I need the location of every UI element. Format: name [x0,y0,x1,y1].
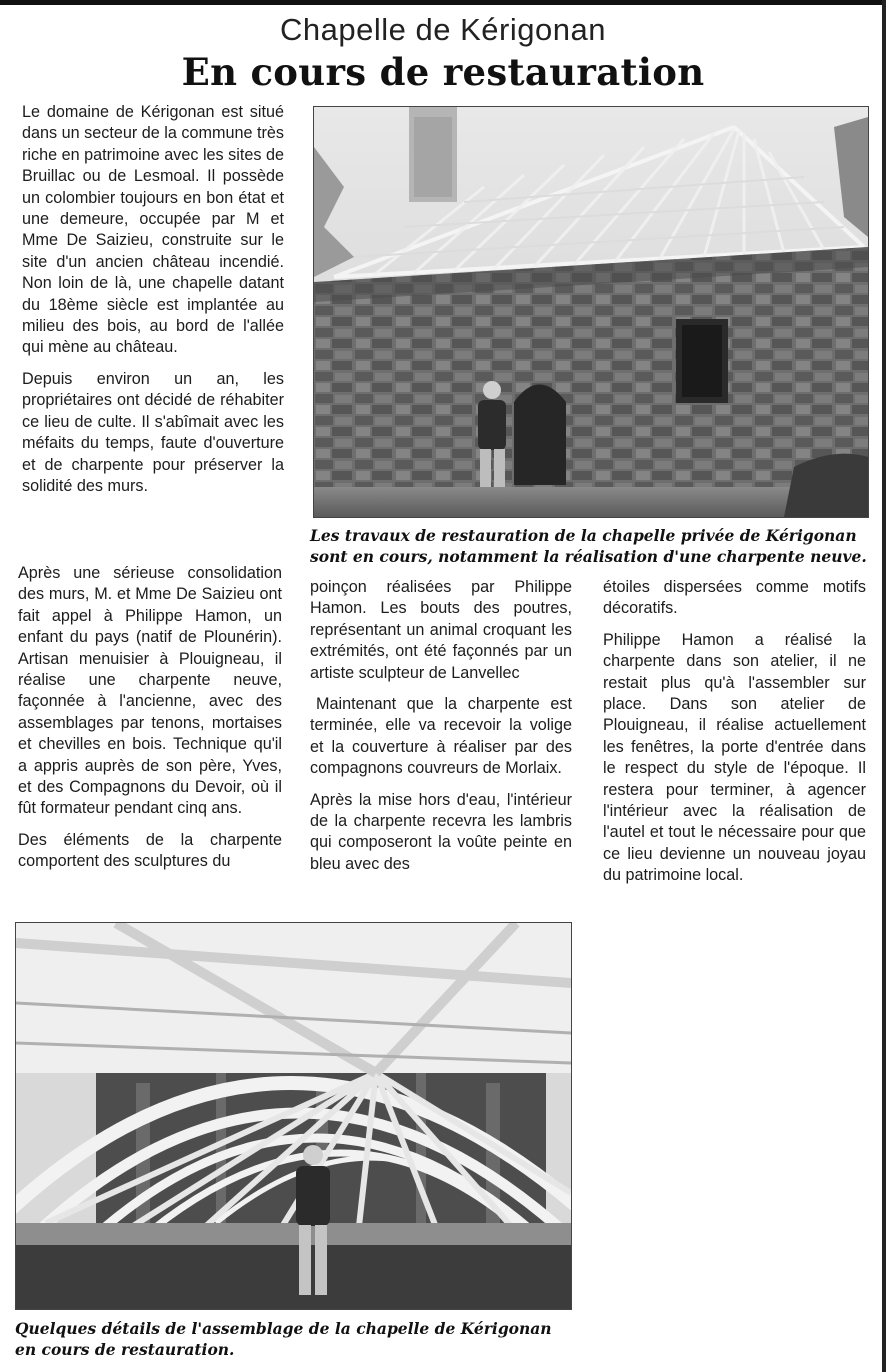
paragraph-5: poinçon réalisées par Philippe Hamon. Les bouts des poutres, représentant un animal croquant les extrémités, ont été façonnés par un artiste sculpteur de Lanvellec [310,578,572,682]
roof-framework-photo [15,922,572,1310]
paragraph-2: Depuis environ un an, les propriétaires ont décidé de réhabiter ce lieu de culte. Il s'abîmait avec les méfaits du temps, faute d'ouverture et de charpente pour préserver la solidité des murs. [22,369,284,495]
column-3 [603,577,866,887]
column-1-top [22,102,284,497]
paragraph-7: Après la mise hors d'eau, l'intérieur de la charpente recevra les lambris qui composeront la voûte peinte en bleu avec des [310,790,572,873]
chapel-exterior-photo [313,106,869,518]
column-2 [310,577,572,875]
column-1-bottom [18,563,282,873]
article-headline: En cours de restauration [181,50,705,94]
paragraph-4: Des éléments de la charpente comportent des sculptures du [18,830,282,871]
paragraph-9: Philippe Hamon a réalisé la charpente dans son atelier, il ne restait plus qu'à l'assembler sur place. Dans son atelier de Plouigneau, il réalise actuellement les fenêtres, la porte d'entrée dans le respect du style de l'époque. Il restera pour terminer, à agencer l'intérieur avec la réalisation de l'autel et tout le nécessaire pour que ce lieu devienne un nouveau joyau du patrimoine local. [603,630,866,885]
paragraph-6: Maintenant que la charpente est terminée, elle va recevoir la volige et la couverture à réaliser par des compagnons couvreurs de Morlaix. [310,695,572,778]
paragraph-8: étoiles dispersées comme motifs décoratifs. [603,578,866,618]
page-top-border [0,0,886,5]
paragraph-1: Le domaine de Kérigonan est situé dans un secteur de la commune très riche en patrimoine avec les sites de Bruillac ou de Lesmoal. Il possède un colombier toujours en bon état et une demeure, occupée par M et Mme De Saizieu, construite sur le site d'un ancien château incendié. Non loin de là, une chapelle datant du 18ème siècle est implantée au milieu des bois, au bord de l'allée qui mène au château. [22,103,284,357]
paragraph-3: Après une sérieuse consolidation des murs, M. et Mme De Saizieu ont fait appel à Philippe Hamon, un enfant du pays (natif de Plounérin). Artisan menuisier à Plouigneau, il réalise une charpente neuve, façonnée à l'ancienne, avec des assemblages par tenons, mortaises et chevilles en bois. Technique qu'il a appris auprès de son père, Yves, et des Compagnons du Devoir, où il fût formateur pendant cinq ans. [18,564,282,818]
article-kicker: Chapelle de Kérigonan [280,12,606,47]
photo-1-caption: Les travaux de restauration de la chapelle privée de Kérigonan sont en cours, notamment la réalisation d'une charpente neuve. [310,526,867,566]
photo-2-caption: Quelques détails de l'assemblage de la chapelle de Kérigonan en cours de restauration. [15,1319,552,1359]
page-right-border [882,0,886,1372]
